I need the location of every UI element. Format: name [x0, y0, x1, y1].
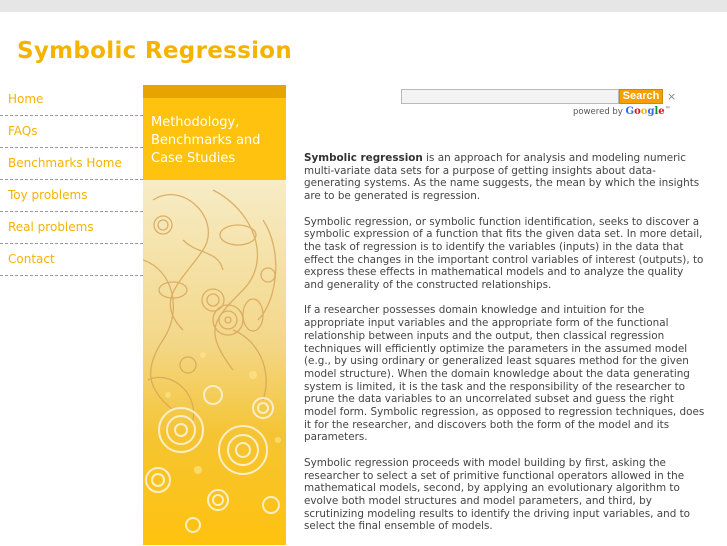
nav-item-toy-problems[interactable]: Toy problems: [0, 180, 143, 212]
nav-item-contact[interactable]: Contact: [0, 244, 143, 276]
search-button[interactable]: Search: [619, 89, 663, 104]
paragraph-process: Symbolic regression proceeds with model building by first, asking the researcher to select a set of primitive functional operators allowed in the mathematical models, second, by applying an evolutionary algorithm to evolve both model structures and model parameters, and third, by scrutinizing modeling results to identify the driving input variables, and to select the final ensemble of models.: [304, 456, 691, 533]
nav-item-faqs[interactable]: FAQs: [0, 116, 143, 148]
google-logo: Google: [625, 106, 665, 117]
nav-item-real-problems[interactable]: Real problems: [0, 212, 143, 244]
search-input[interactable]: [401, 89, 619, 104]
banner-strip: [143, 85, 286, 98]
paragraph-definition: Symbolic regression, or symbolic function identification, seeks to discover a symbolic expression of a function that fits the given data set. In more detail, the task of regression is to identify the variables (inputs) in the data that effect the changes in the important control variables of interest (outputs), to express these effects in mathematical models and to analyze the quality and generality of the constructed relationships.: [304, 215, 704, 292]
paragraph-intro: Symbolic regression is an approach for analysis and modeling numeric multi-variate data sets for a purpose of getting insights about data-generating systems. As the name suggests, the mean by which the insights are to be generated is regression.: [304, 152, 700, 203]
clear-search-icon[interactable]: ×: [667, 90, 677, 103]
top-bar: [0, 0, 727, 12]
paragraph-domain-knowledge: If a researcher possesses domain knowledge and intuition for the appropriate input variables and the appropriate form of the functional relationship between inputs and the output, then classical regression techniques will efficiently optimize the parameters in the assumed model (e.g., by using ordinary or generalized least squares method for the given model structure). When the domain knowledge about the data generating system is limited, it is the task and the responsibility of the researcher to prune the data variables to an uncorrelated subset and guess the right model form. Symbolic regression, as opposed to regression techniques, does it for the researcher, and discovers both the form of the model and its parameters.: [304, 304, 705, 444]
main-content: [304, 152, 706, 546]
powered-by-google: [573, 106, 671, 117]
banner-caption: Methodology, Benchmarks and Case Studies: [151, 115, 261, 166]
trademark-symbol: ™: [664, 106, 671, 113]
banner-artwork: [143, 180, 286, 545]
nav-item-benchmarks-home[interactable]: Benchmarks Home: [0, 148, 143, 180]
banner: [143, 85, 286, 545]
term-symbolic-regression: Symbolic regression: [304, 152, 423, 164]
site-title[interactable]: Symbolic Regression: [17, 38, 293, 64]
nav-item-home[interactable]: Home: [0, 84, 143, 116]
main-nav: [0, 84, 143, 276]
powered-by-label: powered by: [573, 107, 623, 117]
